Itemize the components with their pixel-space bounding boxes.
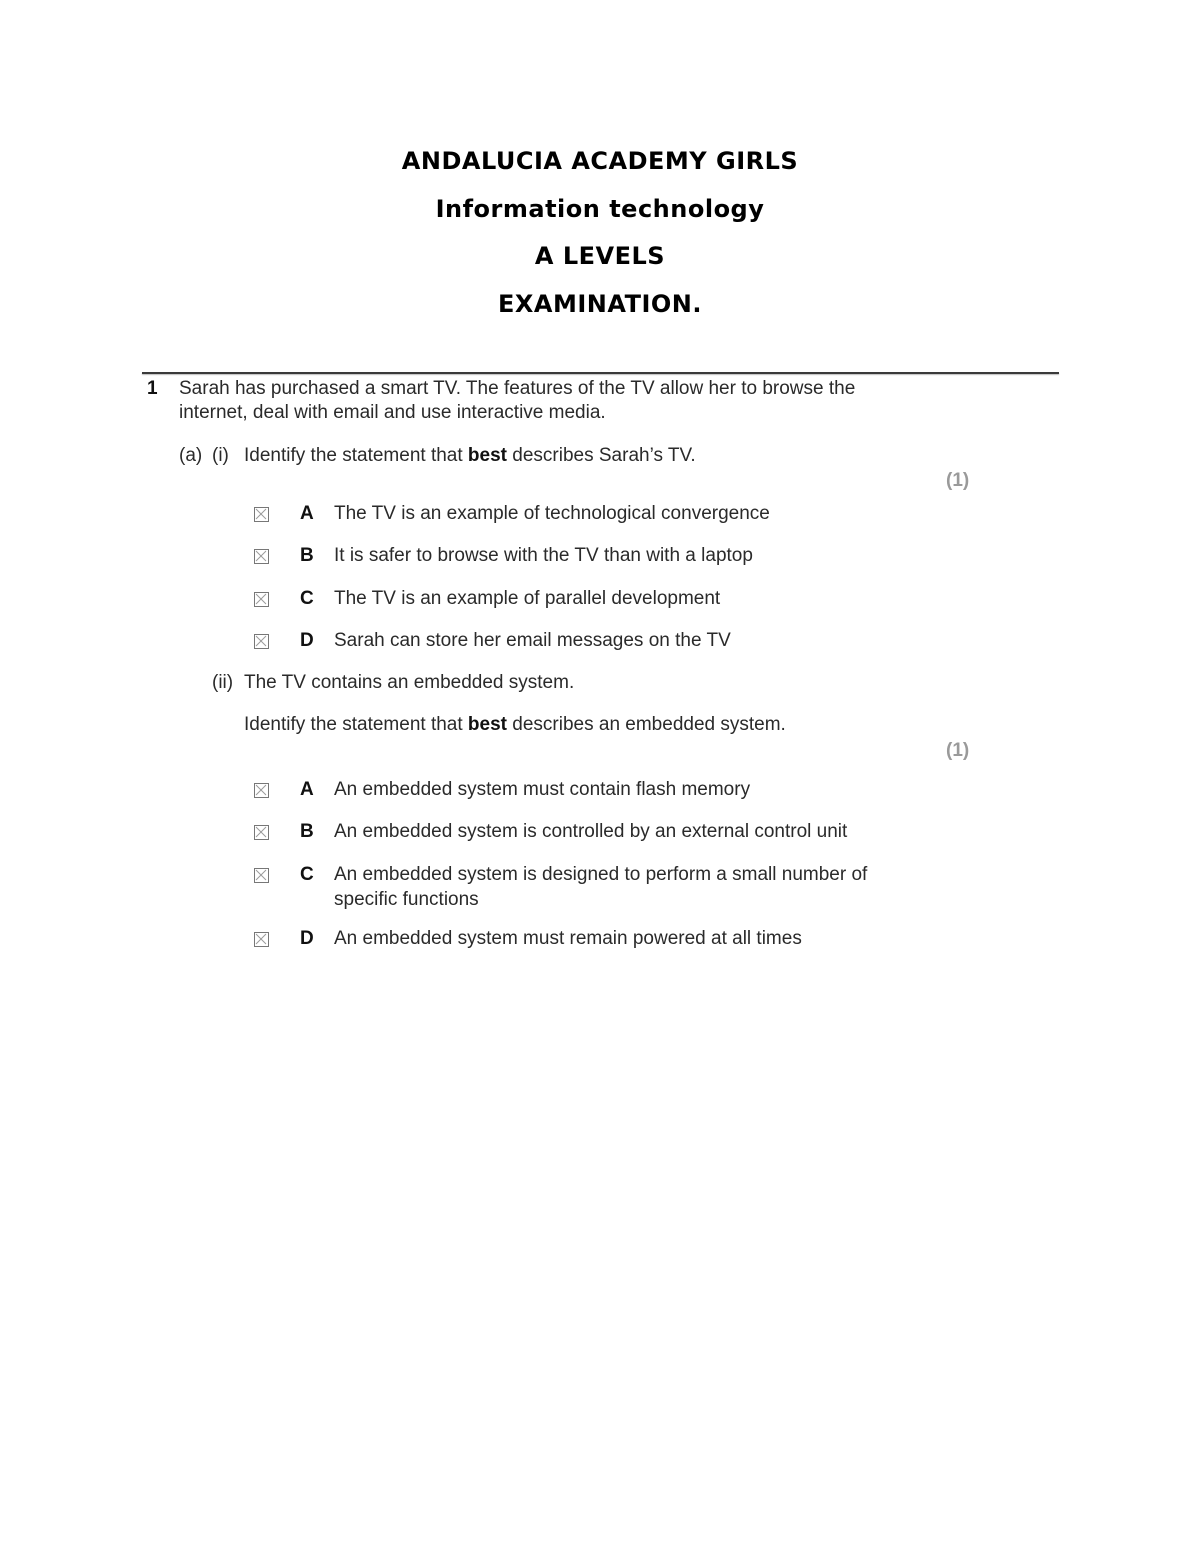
part-i-prompt <box>244 445 696 467</box>
prompt-text: Identify the statement that <box>244 714 468 735</box>
option-letter: D <box>300 630 314 651</box>
option-letter: B <box>300 545 314 566</box>
option-text: It is safer to browse with the TV than with a laptop <box>334 545 753 566</box>
answer-checkbox-c[interactable] <box>254 868 269 883</box>
document-header <box>0 138 1200 328</box>
part-i-marks: (1) <box>946 470 970 491</box>
subject-title: Information technology <box>435 194 765 223</box>
question-intro-line-1: Sarah has purchased a smart TV. The features of the TV allow her to browse the <box>179 378 856 399</box>
part-ii-prompt <box>244 714 786 736</box>
option-text: An embedded system is controlled by an external control unit <box>334 821 848 842</box>
answer-checkbox-a[interactable] <box>254 507 269 522</box>
prompt-emphasis: best <box>467 714 507 735</box>
answer-checkbox-b[interactable] <box>254 825 269 840</box>
answer-checkbox-c[interactable] <box>254 592 269 607</box>
prompt-text: describes an embedded system. <box>507 714 786 735</box>
option-letter: A <box>300 779 314 800</box>
question-number: 1 <box>147 378 158 399</box>
school-name: ANDALUCIA ACADEMY GIRLS <box>401 147 799 175</box>
exam-title: EXAMINATION. <box>498 289 702 318</box>
question-intro-line-2: internet, deal with email and use interactive media. <box>179 402 606 423</box>
option-text: Sarah can store her email messages on the TV <box>334 630 731 651</box>
option-text: The TV is an example of technological convergence <box>334 503 770 524</box>
prompt-text: Identify the statement that <box>244 445 468 466</box>
option-text: The TV is an example of parallel development <box>334 588 721 609</box>
option-letter: C <box>300 588 314 609</box>
level-title: A LEVELS <box>534 242 666 270</box>
option-letter: B <box>300 821 314 842</box>
part-ii-label: (ii) <box>212 672 234 693</box>
answer-checkbox-d[interactable] <box>254 634 269 649</box>
option-text: An embedded system must contain flash memory <box>334 779 751 800</box>
option-letter: A <box>300 503 314 524</box>
part-a-label: (a) <box>179 445 203 466</box>
part-ii-marks: (1) <box>946 740 970 761</box>
option-letter: C <box>300 864 314 885</box>
answer-checkbox-a[interactable] <box>254 783 269 798</box>
answer-checkbox-d[interactable] <box>254 932 269 947</box>
option-letter: D <box>300 928 314 949</box>
part-i-label: (i) <box>212 445 229 466</box>
prompt-text: describes Sarah’s TV. <box>507 445 696 466</box>
prompt-emphasis: best <box>467 445 507 466</box>
option-text: An embedded system must remain powered at all times <box>334 928 802 949</box>
header-divider <box>142 372 1059 374</box>
option-text: An embedded system is designed to perform a small number of specific functions <box>334 864 868 910</box>
part-ii-statement: The TV contains an embedded system. <box>244 672 575 693</box>
answer-checkbox-b[interactable] <box>254 549 269 564</box>
